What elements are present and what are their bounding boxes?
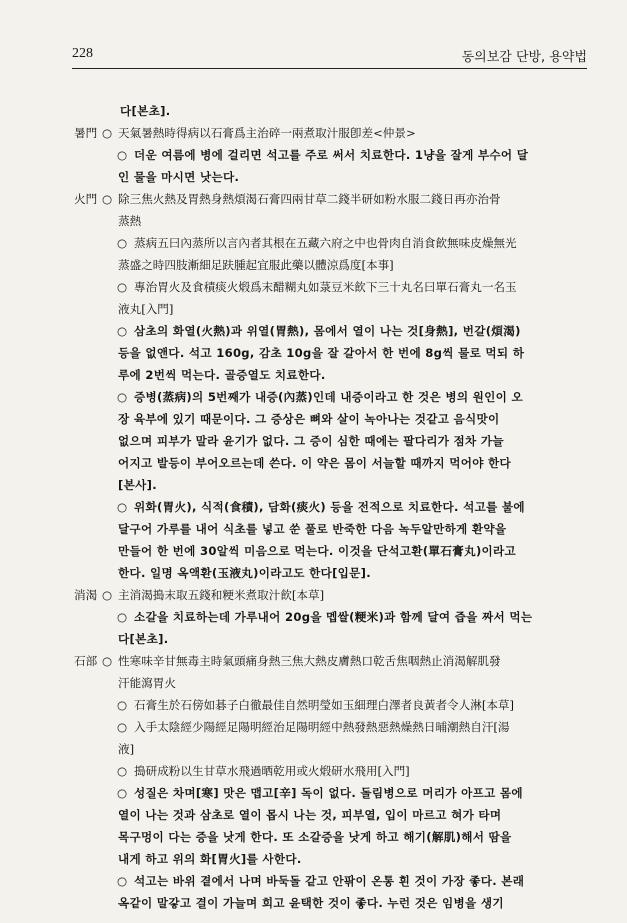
- line-text: 위화(胃火), 식적(食積), 담화(痰火) 등을 전적으로 치료한다. 석고를 불에: [134, 500, 525, 514]
- line-text: 성질은 차며[寒] 맛은 맵고[辛] 독이 없다. 돌림병으로 머리가 아프고 몸에: [134, 786, 523, 800]
- text-line: [0, 540, 627, 562]
- text-line: [0, 364, 627, 386]
- line-text: 열이 나는 것과 삼초로 열이 몹시 나는 것, 피부열, 입이 마르고 혀가 타며: [118, 808, 502, 822]
- line-text: 소갈을 치료하는데 가루내어 20g을 멥쌀(粳米)과 함께 달여 즙을 짜서 먹는: [134, 610, 533, 624]
- text-line: [0, 650, 627, 672]
- circle-bullet-icon: ○: [102, 126, 113, 140]
- page-body: [0, 100, 627, 914]
- circle-bullet-icon: ○: [102, 654, 113, 668]
- text-line: [0, 738, 627, 760]
- line-text: 다[본초].: [120, 104, 171, 118]
- circle-bullet-icon: ○: [102, 588, 113, 602]
- line-text: 液]: [118, 742, 135, 756]
- line-text: 除三焦火熱及胃熱身熱煩渴石膏四兩甘草二錢半研如粉水服二錢日再亦治骨: [118, 192, 501, 206]
- text-line: [0, 122, 627, 144]
- text-line: [0, 694, 627, 716]
- line-text: 汗能瀉胃火: [118, 676, 176, 690]
- line-text: 목구멍이 다는 증을 낫게 한다. 또 소갈증을 낫게 하고 해기(解肌)해서 땀을: [118, 830, 512, 844]
- circle-bullet-icon: ○: [117, 610, 128, 624]
- line-text: 專治胃火及食積痰火煅爲末醋糊丸如菉豆米飮下三十丸名曰單石膏丸一名玉: [134, 280, 517, 294]
- text-line: [0, 760, 627, 782]
- page-number: 228: [72, 46, 93, 61]
- circle-bullet-icon: ○: [117, 786, 128, 800]
- circle-bullet-icon: ○: [117, 236, 128, 250]
- text-line: [0, 320, 627, 342]
- page-header: [72, 44, 587, 69]
- line-text: 蒸熱: [118, 214, 142, 228]
- text-line: [0, 496, 627, 518]
- line-text: 만들어 한 번에 30알씩 미음으로 먹는다. 이것을 단석고환(單石膏丸)이라고: [118, 544, 517, 558]
- line-text: 인 물을 마시면 낫는다.: [118, 170, 240, 184]
- line-text: 삼초의 화열(火熱)과 위열(胃熱), 몸에서 열이 나는 것[身熱], 번갈(煩渴): [134, 324, 521, 338]
- line-text: 蒸病五曰內蒸所以言內者其根在五藏六府之中也骨肉自消食飮無味皮燥無光: [134, 236, 517, 250]
- section-label: 暑門: [74, 126, 98, 140]
- line-text: [본사].: [118, 478, 157, 492]
- line-text: 옥같이 말갛고 결이 가늘며 희고 윤택한 것이 좋다. 누런 것은 임병을 생기: [118, 896, 504, 910]
- line-text: 증병(蒸病)의 5번째가 내증(內蒸)인데 내증이라고 한 것은 병의 원인이 오: [134, 390, 524, 404]
- text-line: [0, 562, 627, 584]
- circle-bullet-icon: ○: [102, 192, 113, 206]
- line-text: 달구어 가루를 내어 식초를 넣고 쑨 풀로 반죽한 다음 녹두알만하게 환약을: [118, 522, 507, 536]
- circle-bullet-icon: ○: [117, 874, 128, 888]
- section-label: 消渴: [74, 588, 98, 602]
- line-text: 루에 2번씩 먹는다. 골증열도 치료한다.: [118, 368, 326, 382]
- line-text: 石膏生於石傍如碁子白徹最佳自然明瑩如玉細理白澤者良黃者令人淋[本草]: [134, 698, 515, 712]
- text-line: [0, 672, 627, 694]
- text-line: [0, 386, 627, 408]
- circle-bullet-icon: ○: [117, 324, 128, 338]
- line-text: 性寒味辛甘無毒主時氣頭痛身熱三焦大熱皮膚熱口乾舌焦咽熱止消渴解肌發: [118, 654, 501, 668]
- line-text: 主消渴搗末取五錢和粳米煮取汁飮[本草]: [118, 588, 325, 602]
- line-text: 한다. 일명 옥액환(玉液丸)이라고도 한다[입문].: [118, 566, 371, 580]
- text-line: [0, 870, 627, 892]
- line-text: 석고는 바위 곁에서 나며 바둑돌 같고 안팎이 온통 흰 것이 가장 좋다. 본래: [134, 874, 525, 888]
- text-line: [0, 166, 627, 188]
- text-line: [0, 452, 627, 474]
- circle-bullet-icon: ○: [117, 390, 128, 404]
- text-line: [0, 782, 627, 804]
- text-line: [0, 144, 627, 166]
- line-text: 더운 여름에 병에 걸리면 석고를 주로 써서 치료한다. 1냥을 잘게 부수어 달: [134, 148, 529, 162]
- line-text: 蒸盛之時四肢漸細足趺腫起宜服此藥以體涼爲度[本事]: [118, 258, 394, 272]
- running-title: 동의보감 단방, 용약법: [461, 50, 587, 65]
- line-text: 장 육부에 있기 때문이다. 그 증상은 뼈와 살이 녹아나는 것같고 음식맛이: [118, 412, 500, 426]
- circle-bullet-icon: ○: [117, 720, 128, 734]
- line-text: 天氣暑熱時得病以石膏爲主治碎一兩煮取汁服卽差<仲景>: [118, 126, 416, 140]
- text-line: [0, 408, 627, 430]
- line-text: 등을 없앤다. 석고 160g, 감초 10g을 잘 갈아서 한 번에 8g씩 물로 먹되 하: [118, 346, 525, 360]
- text-line: [0, 518, 627, 540]
- line-text: 어지고 발등이 부어오르는데 쓴다. 이 약은 몸이 서늘할 때까지 먹어야 한다: [118, 456, 512, 470]
- section-label: 石部: [74, 654, 98, 668]
- line-text: 없으며 피부가 말라 윤기가 없다. 그 증이 심한 때에는 팔다리가 점차 가늘: [118, 434, 504, 448]
- text-line: [0, 430, 627, 452]
- line-text: 液丸[入門]: [118, 302, 174, 316]
- text-line: [0, 254, 627, 276]
- line-text: 入手太陰經少陽經足陽明經治足陽明經中熱發熱惡熱燥熱日晡潮熱自汗[湯: [134, 720, 510, 734]
- text-line: [0, 584, 627, 606]
- circle-bullet-icon: ○: [117, 280, 128, 294]
- line-text: 다[본초].: [118, 632, 169, 646]
- text-line: [0, 628, 627, 650]
- text-line: [0, 210, 627, 232]
- text-line: [0, 804, 627, 826]
- text-line: [0, 716, 627, 738]
- text-line: [0, 342, 627, 364]
- line-text: 搗研成粉以生甘草水飛過晒乾用或火煅研水飛用[入門]: [134, 764, 410, 778]
- circle-bullet-icon: ○: [117, 500, 128, 514]
- text-line: [0, 232, 627, 254]
- line-text: 내게 하고 위의 화[胃火]를 사한다.: [118, 852, 302, 866]
- text-line: [0, 298, 627, 320]
- text-line: [0, 826, 627, 848]
- text-line: [0, 474, 627, 496]
- text-line: [0, 892, 627, 914]
- circle-bullet-icon: ○: [117, 148, 128, 162]
- text-line: [0, 188, 627, 210]
- text-line: [0, 276, 627, 298]
- circle-bullet-icon: ○: [117, 698, 128, 712]
- text-line: [0, 606, 627, 628]
- circle-bullet-icon: ○: [117, 764, 128, 778]
- text-line: [0, 848, 627, 870]
- section-label: 火門: [74, 192, 98, 206]
- text-line: [0, 100, 627, 122]
